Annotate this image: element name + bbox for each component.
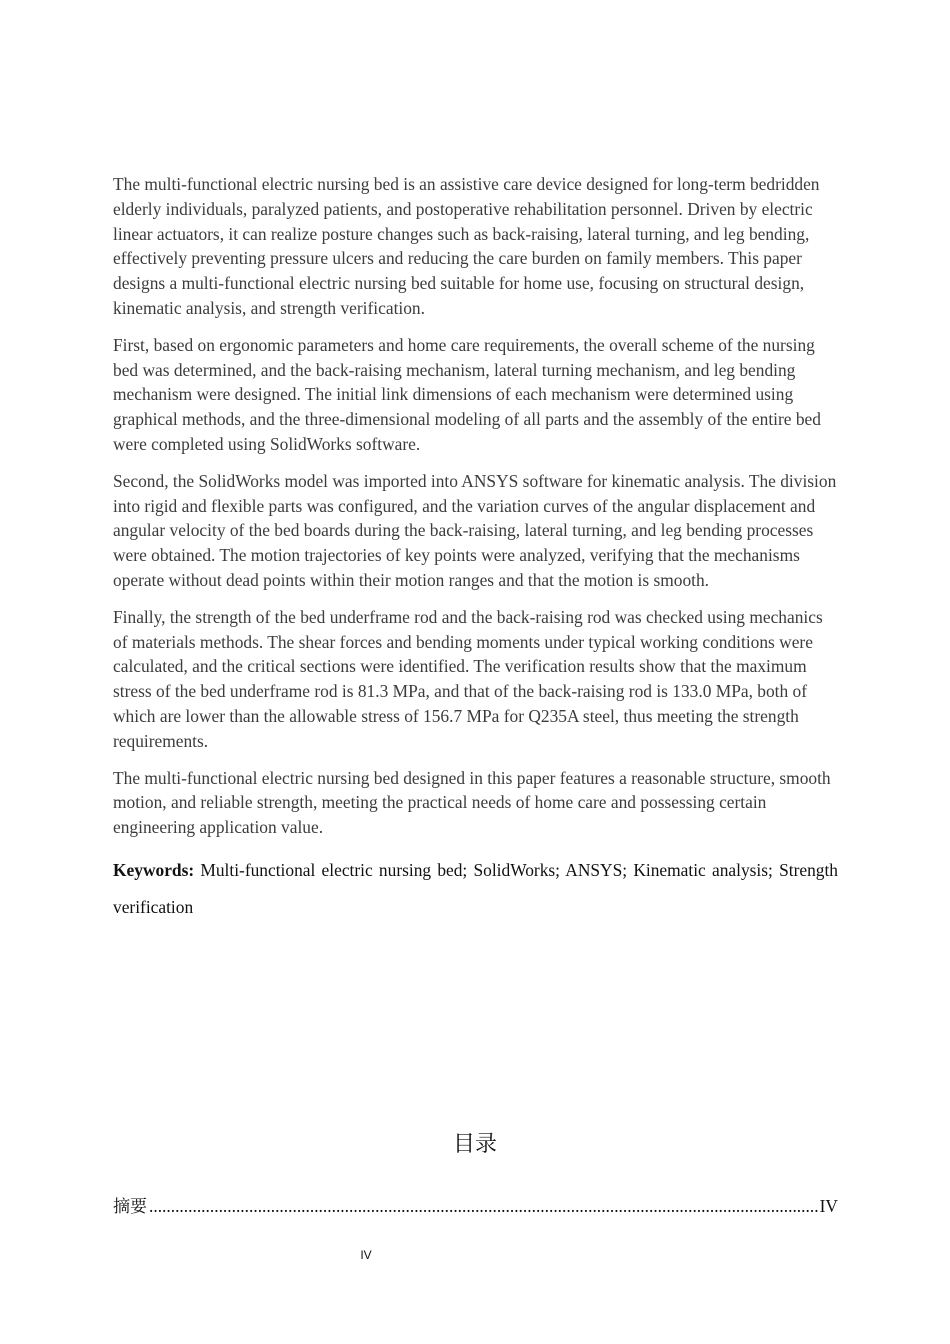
abstract-paragraph: Finally, the strength of the bed underframe rod and the back-raising rod was checked using mechanics of materials methods. The shear forces and bending moments under typical working conditions were calculated, and the critical sections were identified. The verification results show that the maximum stress of the bed underframe rod is 81.3 MPa, and that of the back-raising rod is 133.0 MPa, both of which are lower than the allowable stress of 156.7 MPa for Q235A steel, thus meeting the strength requirements.: [113, 606, 823, 751]
toc-entry-page: IV: [819, 1196, 838, 1216]
page-number: IV: [360, 1248, 372, 1262]
toc-entry[interactable]: [113, 1193, 838, 1220]
abstract-paragraph: First, based on ergonomic parameters and home care requirements, the overall scheme of the nursing bed was determined, and the back-raising mechanism, lateral turning mechanism, and leg bending mechanism were designed. The initial link dimensions of each mechanism were determined using graphical methods, and the three-dimensional modeling of all parts and the assembly of the entire bed were completed using SolidWorks software.: [113, 334, 821, 454]
toc-leader-dots: [149, 1193, 818, 1219]
abstract-paragraph: The multi-functional electric nursing bed designed in this paper features a reasonable structure, smooth motion, and reliable strength, meeting the practical needs of home care and possessing certain engineering application value.: [113, 767, 831, 838]
toc-title: 目录: [452, 1132, 497, 1157]
abstract-paragraph: Second, the SolidWorks model was imported into ANSYS software for kinematic analysis. The division into rigid and flexible parts was configured, and the variation curves of the angular displacement and angular velocity of the bed boards during the back-raising, lateral turning, and leg bending processes were obtained. The motion trajectories of key points were analyzed, verifying that the mechanisms operate without dead points within their motion ranges and that the motion is smooth.: [113, 470, 837, 590]
keywords-text: Multi-functional electric nursing bed; SolidWorks; ANSYS; Kinematic analysis; Strength verification: [113, 859, 838, 917]
abstract-paragraph: The multi-functional electric nursing bed is an assistive care device designed for long-term bedridden elderly individuals, paralyzed patients, and postoperative rehabilitation personnel. Driven by electric linear actuators, it can realize posture changes such as back-raising, lateral turning, and leg bending, effectively preventing pressure ulcers and reducing the care burden on family members. This paper designs a multi-functional electric nursing bed suitable for home use, focusing on structural design, kinematic analysis, and strength verification.: [113, 174, 820, 318]
abstract-section: [113, 172, 838, 926]
toc-entry-label: 摘要: [113, 1197, 147, 1217]
keywords-line: [113, 852, 838, 926]
keywords-label: Keywords:: [113, 859, 195, 880]
